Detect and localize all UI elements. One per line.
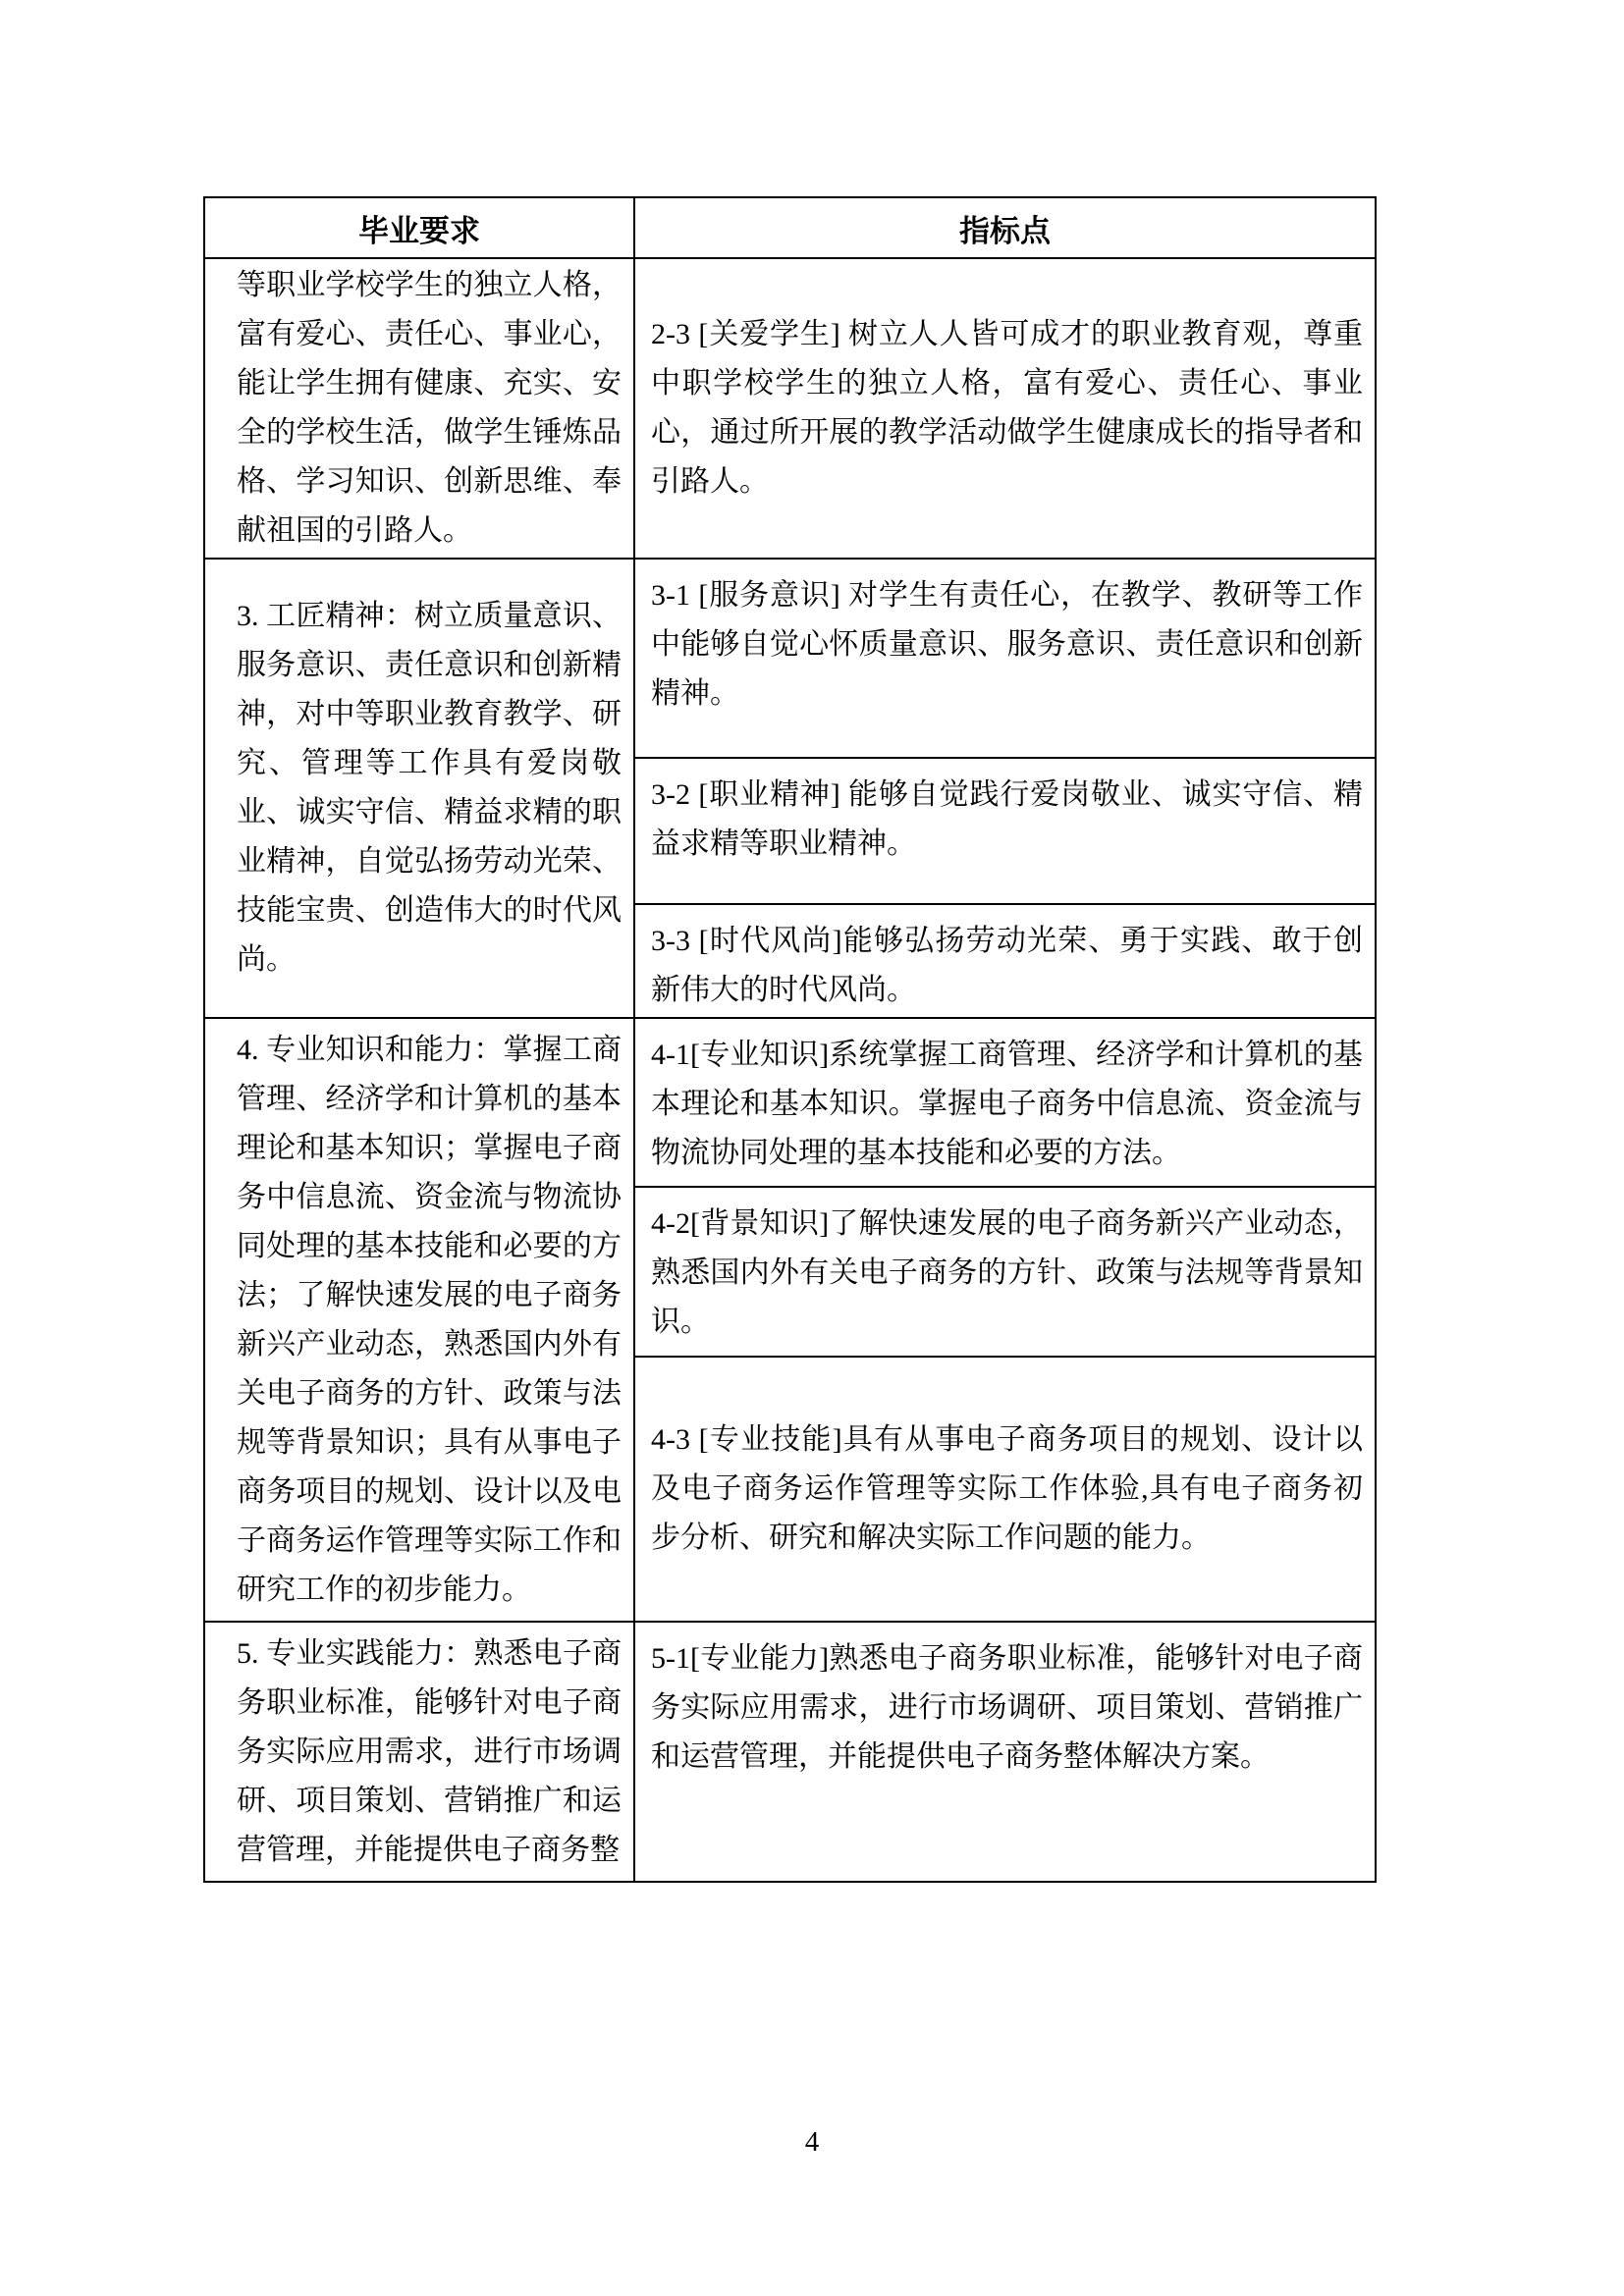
requirement-cell-4-professional-knowledge: 4. 专业知识和能力：掌握工商管理、经济学和计算机的基本理论和基本知识；掌握电子商务中信息流、资金流与物流协同处理的基本技能和必要的方法；了解快速发展的电子商务新兴产业动态，熟悉国内外有关电子商务的方针、政策与法规等背景知识；具有从事电子商务项目的规划、设计以及电子商务运作管理等实际工作和研究工作的初步能力。 <box>204 1018 634 1622</box>
indicator-cell-5-1: 5-1[专业能力]熟悉电子商务职业标准，能够针对电子商务实际应用需求，进行市场调研、项目策划、营销推广和运营管理，并能提供电子商务整体解决方案。 <box>634 1622 1376 1882</box>
column-header-indicator-points: 指标点 <box>634 197 1376 258</box>
requirement-cell-3-craftsman-spirit: 3. 工匠精神：树立质量意识、服务意识、责任意识和创新精神，对中等职业教育教学、研究、管理等工作具有爱岗敬业、诚实守信、精益求精的职业精神，自觉弘扬劳动光荣、技能宝贵、创造伟大的时代风尚。 <box>204 559 634 1018</box>
indicator-cell-2-3: 2-3 [关爱学生] 树立人人皆可成才的职业教育观，尊重中职学校学生的独立人格，富有爱心、责任心、事业心，通过所开展的教学活动做学生健康成长的指导者和引路人。 <box>634 258 1376 559</box>
indicator-cell-4-3: 4-3 [专业技能]具有从事电子商务项目的规划、设计以及电子商务运作管理等实际工作体验,具有电子商务初步分析、研究和解决实际工作问题的能力。 <box>634 1357 1376 1622</box>
table-row <box>204 1622 1376 1882</box>
table-header-row <box>204 197 1376 258</box>
requirements-indicators-table <box>203 196 1377 1883</box>
indicator-cell-3-3: 3-3 [时代风尚]能够弘扬劳动光荣、勇于实践、敢于创新伟大的时代风尚。 <box>634 904 1376 1018</box>
table-row <box>204 1018 1376 1187</box>
indicator-cell-4-1: 4-1[专业知识]系统掌握工商管理、经济学和计算机的基本理论和基本知识。掌握电子商务中信息流、资金流与物流协同处理的基本技能和必要的方法。 <box>634 1018 1376 1187</box>
requirement-cell-2-continued: 等职业学校学生的独立人格，富有爱心、责任心、事业心，能让学生拥有健康、充实、安全的学校生活，做学生锤炼品格、学习知识、创新思维、奉献祖国的引路人。 <box>204 258 634 559</box>
indicator-cell-4-2: 4-2[背景知识]了解快速发展的电子商务新兴产业动态，熟悉国内外有关电子商务的方针、政策与法规等背景知识。 <box>634 1187 1376 1357</box>
table-row <box>204 258 1376 559</box>
indicator-cell-3-1: 3-1 [服务意识] 对学生有责任心，在教学、教研等工作中能够自觉心怀质量意识、服务意识、责任意识和创新精神。 <box>634 559 1376 758</box>
requirement-cell-5-practical-ability: 5. 专业实践能力：熟悉电子商务职业标准，能够针对电子商务实际应用需求，进行市场调研、项目策划、营销推广和运营管理，并能提供电子商务整 <box>204 1622 634 1882</box>
table-row <box>204 559 1376 758</box>
column-header-graduation-requirements: 毕业要求 <box>204 197 634 258</box>
page-number: 4 <box>804 2126 820 2158</box>
indicator-cell-3-2: 3-2 [职业精神] 能够自觉践行爱岗敬业、诚实守信、精益求精等职业精神。 <box>634 758 1376 904</box>
